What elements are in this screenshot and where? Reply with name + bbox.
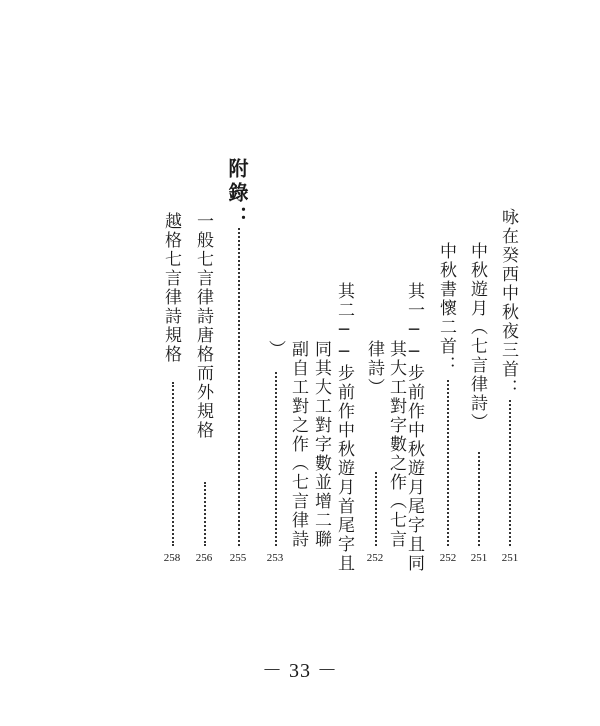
leader-dots [478, 452, 480, 546]
page-folio: － 33 － [262, 660, 338, 682]
page-number: 256 [195, 552, 213, 564]
toc-subentry-continued: 副自工對之作（七言律詩 [288, 340, 308, 549]
page-number: 253 [266, 552, 284, 564]
leader-dots [172, 382, 174, 546]
toc-entry: 中秋書懷二首： [436, 242, 456, 375]
toc-subentry-continued: 律詩） [364, 340, 384, 397]
toc-subentry-continued: 其大工對字數之作（七言 [386, 340, 406, 549]
page-number: 255 [229, 552, 247, 564]
toc-subentry-continued: 同其大工對字數並增二聯 [311, 340, 331, 549]
leader-dots [275, 372, 277, 546]
toc-subentry: 其一──步前作中秋遊月尾字且同 [404, 282, 424, 573]
page-number: 258 [163, 552, 181, 564]
leader-dots [204, 482, 206, 546]
toc-entry: 一般七言律詩唐格而外規格 [193, 212, 213, 440]
leader-dots [447, 380, 449, 546]
appendix-heading: 附錄： [225, 158, 249, 230]
toc-entry: 中秋遊月（七言律詩） [467, 242, 487, 432]
leader-dots [375, 472, 377, 546]
toc-subentry: 其二──步前作中秋遊月首尾字且 [334, 282, 354, 573]
toc-entry-heading: 咏在癸西中秋夜三首： [498, 208, 518, 398]
page-number: 251 [470, 552, 488, 564]
page-number: 252 [366, 552, 384, 564]
toc-entry: 越格七言律詩規格 [161, 212, 181, 364]
toc-subentry-continued: ） [265, 340, 285, 359]
leader-dots [238, 228, 240, 546]
leader-dots [509, 400, 511, 546]
page-number: 251 [501, 552, 519, 564]
page-number: 252 [439, 552, 457, 564]
